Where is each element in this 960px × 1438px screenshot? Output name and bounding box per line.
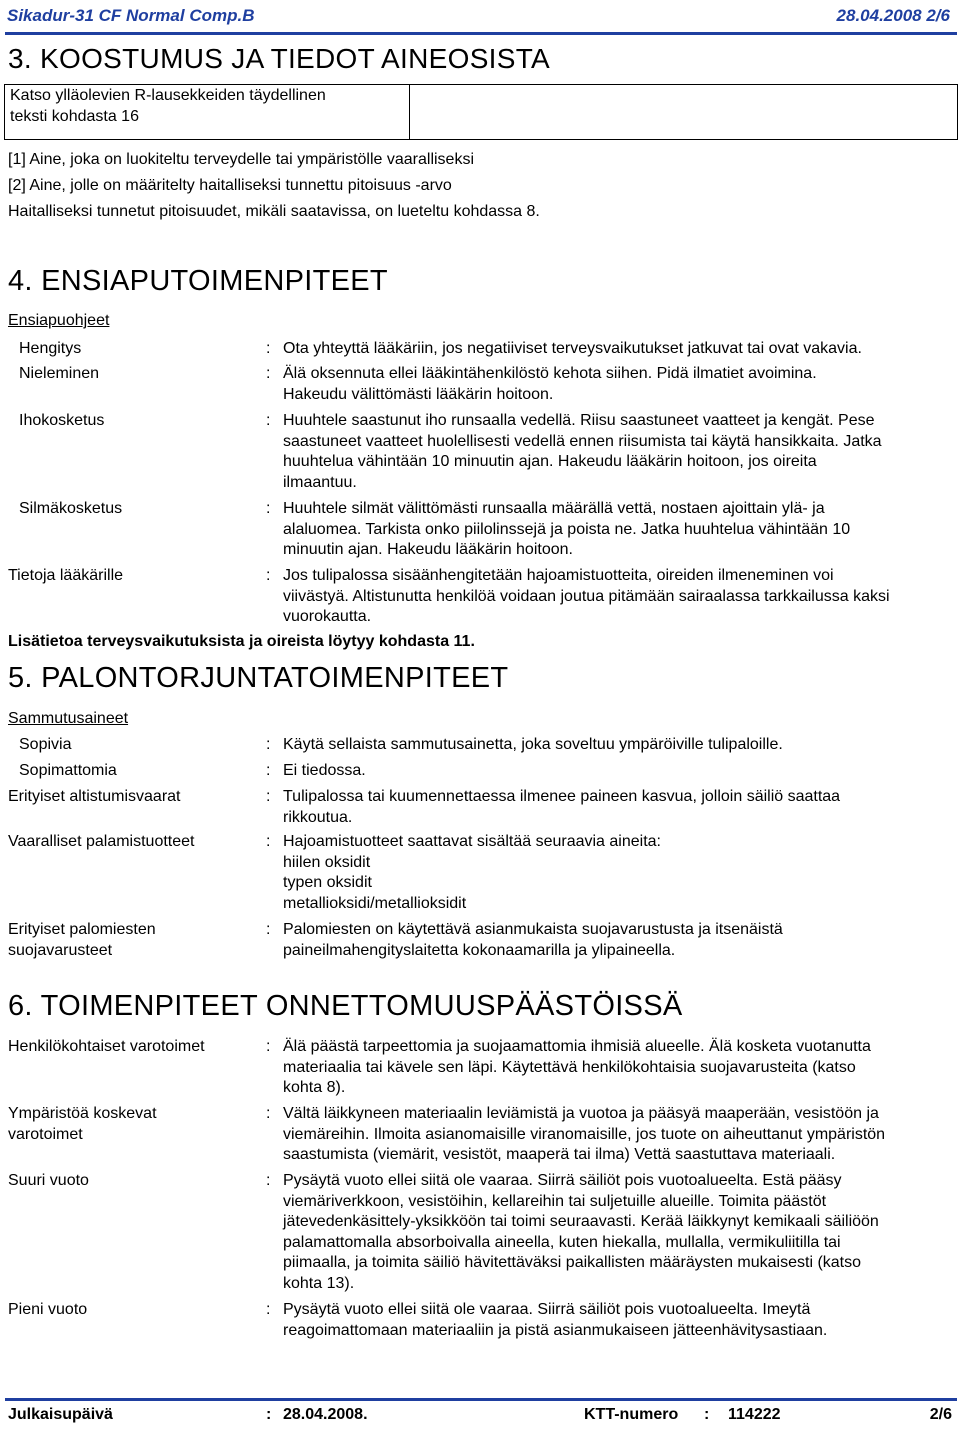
row-text: Jos tulipalossa sisäänhengitetään hajoamistuotteita, oireiden ilmeneminen voi viivästyä. Altistunutta henkilöä voidaan joutua pitämään sairaalassa tarkkailussa kaksi vuorokautta. — [283, 567, 890, 625]
footer-ktt-label: KTT-numero — [584, 1406, 679, 1423]
document-title: Sikadur-31 CF Normal Comp.B — [7, 6, 255, 25]
note-3: Haitalliseksi tunnetut pitoisuudet, mikäli saatavissa, on lueteltu kohdassa 8. — [8, 203, 540, 220]
row-text: Tulipalossa tai kuumennettaessa ilmenee paineen kasvua, jolloin säiliö saattaa rikkoutua. — [283, 788, 841, 826]
footer-page-number: 2/6 — [929, 1406, 952, 1423]
row-text: Ei tiedossa. — [283, 762, 366, 779]
footer-pub-colon: : — [266, 1406, 272, 1423]
row-text: Vältä läikkyneen materiaalin leviämistä ja vuotoa ja pääsyä maaperään, vesistöön ja viemäreihin. Ilmoita asianomaisille viranomaisille, jos tuote on aiheuttanut ympäristön saastumista (viemärit, vesistöt, maaperä tai ilma) Vettä saastuttava materiaali. — [283, 1105, 886, 1163]
row-label: Erityiset altistumisvaarat — [8, 788, 181, 805]
row-text: Käytä sellaista sammutusainetta, joka soveltuu ympäröiville tulipaloille. — [283, 736, 783, 753]
row-text: Hajoamistuotteet saattavat sisältää seuraavia aineita: hiilen oksidit typen oksidit metallioksidi/metallioksidit — [283, 833, 661, 912]
row-label: Sopivia — [19, 736, 72, 753]
note-1: [1] Aine, joka on luokiteltu terveydelle tai ympäristölle vaaralliseksi — [8, 151, 475, 168]
section-4-title: 4. ENSIAPUTOIMENPITEET — [8, 265, 388, 297]
row-text: Ota yhteyttä lääkäriin, jos negatiiviset terveysvaikutukset jatkuvat tai ovat vakavia. — [283, 340, 862, 357]
row-label: Suuri vuoto — [8, 1172, 89, 1189]
row-label: Pieni vuoto — [8, 1301, 88, 1318]
footer-pub-label: Julkaisupäivä — [8, 1406, 113, 1423]
row-label: Henkilökohtaiset varotoimet — [8, 1038, 205, 1055]
row-text: Huuhtele saastunut iho runsaalla vedellä. Riisu saastuneet vaatteet ja kengät. Pese saastuneet vaatteet huolellisesti vedellä ennen riisumista tai käytä hansikkaita. Jatka huuhtelua vähintään 10 minuutin ajan. Hakeudu lääkärin hoitoon, jos oireita ilmaantuu. — [283, 412, 882, 491]
row-text: Älä päästä tarpeettomia ja suojaamattomia ihmisiä alueelle. Älä kosketa vuotanutta materiaalia tai kävele sen läpi. Käytettävä henkilökohtaisia suojavarusteita (katso kohta 8). — [283, 1038, 871, 1096]
row-text: Älä oksennuta ellei lääkintähenkilöstö kehota siihen. Pidä ilmatiet avoimina. Hakeudu välittömästi lääkärin hoitoon. — [283, 365, 817, 403]
row-label: Tietoja lääkärille — [8, 567, 124, 584]
first-aid-subheading: Ensiapuohjeet — [8, 312, 110, 329]
footer-ktt-value: 114222 — [728, 1406, 781, 1423]
row-label: Ympäristöä koskevat varotoimet — [8, 1105, 157, 1143]
row-label: Erityiset palomiesten suojavarusteet — [8, 921, 156, 959]
extinguishing-subheading: Sammutusaineet — [8, 710, 129, 727]
row-text: Pysäytä vuoto ellei siitä ole vaaraa. Siirrä säiliöt pois vuotoalueelta. Imeytä reagoimattomaan materiaaliin ja pistä asianmukaiseen jätteenhävitysastiaan. — [283, 1301, 828, 1339]
row-label: Ihokosketus — [19, 412, 105, 429]
header-date-page: 28.04.2008 2/6 — [836, 6, 950, 25]
row-label: Nieleminen — [19, 365, 100, 382]
footer-ktt-colon: : — [704, 1406, 710, 1423]
row-label: Sopimattomia — [19, 762, 117, 779]
note-2: [2] Aine, jolle on määritelty haitalliseksi tunnettu pitoisuus -arvo — [8, 177, 452, 194]
row-label: Silmäkosketus — [19, 500, 123, 517]
footer-rule — [5, 1398, 957, 1401]
header-rule — [5, 32, 957, 35]
r-phrase-note: Katso ylläolevien R-lausekkeiden täydellinen teksti kohdasta 16 — [10, 87, 326, 125]
section-5-title: 5. PALONTORJUNTATOIMENPITEET — [8, 662, 509, 694]
row-label: Hengitys — [19, 340, 82, 357]
section-6-title: 6. TOIMENPITEET ONNETTOMUUSPÄÄSTÖISSÄ — [8, 990, 683, 1022]
footer-pub-date: 28.04.2008. — [283, 1406, 368, 1423]
r-phrase-box — [4, 84, 958, 140]
health-effects-note: Lisätietoa terveysvaikutuksista ja oireista löytyy kohdasta 11. — [8, 633, 475, 650]
row-text: Huuhtele silmät välittömästi runsaalla määrällä vettä, nostaen ajoittain ylä- ja alaluomea. Tarkista onko piilolinssejä ja poista ne. Jatka huuhtelua vähintään 10 minuutin ajan. Hakeudu lääkärin hoitoon. — [283, 500, 851, 558]
row-label: Vaaralliset palamistuotteet — [8, 833, 195, 850]
row-text: Pysäytä vuoto ellei siitä ole vaaraa. Siirrä säiliöt pois vuotoalueelta. Estä pääsy viemäriverkkoon, vesistöihin, kellareihin tai suljetuille alueille. Toimita päästöt jätevedenkäsittely-yksikköön tai toimi seuraavasti. Kerää läikkynyt kemikaali säiliöön palamattomalla absorboivalla aineella, kuten hiekalla, mullalla, vermikuliitilla tai piimaalla, ja toimita säiliö hävitettäväksi paikallisten määräysten mukaisesti (katso kohta 13). — [283, 1172, 879, 1292]
box-divider — [409, 85, 410, 139]
section-3-title: 3. KOOSTUMUS JA TIEDOT AINEOSISTA — [8, 43, 551, 74]
row-text: Palomiesten on käytettävä asianmukaista suojavarustusta ja itsenäistä paineilmahengityslaitetta kokonaamarilla ja ylipaineella. — [283, 921, 783, 959]
